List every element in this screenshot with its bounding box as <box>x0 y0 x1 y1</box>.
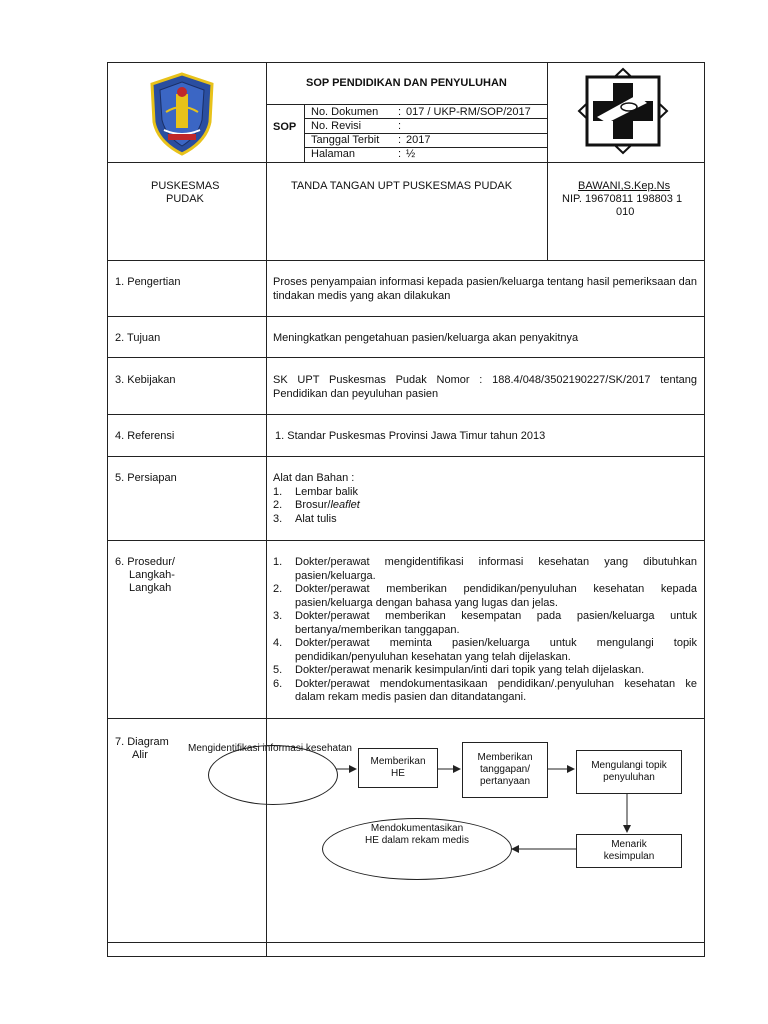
prosedur-label-line1: 6. Prosedur/ <box>115 556 175 568</box>
meta-rev-label: No. Revisi <box>311 120 362 132</box>
sop-label: SOP <box>273 121 297 133</box>
signature-label: TANDA TANGAN UPT PUSKESMAS PUDAK <box>291 180 513 192</box>
list-item: 4. Dokter/perawat meminta pasien/keluarga untuk mengulangi topik pendidikan/penyuluhan kesehatan yang telah dijelaskan. <box>273 637 697 663</box>
persiapan-label: 5. Persiapan <box>115 472 177 484</box>
diagram-label-line2: Alir <box>132 749 148 761</box>
referensi-label: 4. Referensi <box>115 430 175 442</box>
pengertian-label: 1. Pengertian <box>115 276 181 288</box>
meta-date-value: 2017 <box>406 134 431 146</box>
flow-node-identify-label: Mengidentifikasi informasi kesehatan <box>188 743 352 754</box>
flow-node-response: Memberikan tanggapan/ pertanyaan <box>462 742 548 798</box>
list-item: 3. Dokter/perawat memberikan kesempatan pada pasien/keluarga untuk bertanya/memberikan tanggapan. <box>273 610 697 636</box>
kebijakan-text: SK UPT Puskesmas Pudak Nomor : 188.4/048/3502190227/SK/2017 tentang Pendidikan dan peyuluhan pasien <box>273 374 697 400</box>
flow-node-document-label: Mendokumentasikan HE dalam rekam medis <box>365 823 469 846</box>
list-item: 5. Dokter/perawat menarik kesimpulan/inti dari topik yang telah dijelaskan. <box>273 664 645 676</box>
kebijakan-label: 3. Kebijakan <box>115 374 176 386</box>
meta-date-sep: : <box>398 134 402 146</box>
meta-rev-sep: : <box>398 120 402 132</box>
meta-page-value: ½ <box>406 148 416 160</box>
list-item: 1. Dokter/perawat mengidentifikasi informasi kesehatan yang dibutuhkan pasien/keluarga. <box>273 556 697 582</box>
org-name-line1: PUSKESMAS <box>151 180 220 192</box>
meta-doc-label: No. Dokumen <box>311 106 379 118</box>
pengertian-text: Proses penyampaian informasi kepada pasien/keluarga tentang hasil pemeriksaan dan tindakan medis yang akan dilakukan <box>273 276 697 302</box>
signer-nip-line2: 010 <box>616 206 635 218</box>
meta-date-label: Tanggal Terbit <box>311 134 380 146</box>
meta-page-sep: : <box>398 148 402 160</box>
org-name-line2: PUDAK <box>166 193 204 205</box>
prosedur-label-line3: Langkah <box>129 582 172 594</box>
document-title: SOP PENDIDIKAN DAN PENYULUHAN <box>306 77 507 89</box>
signer-nip-line1: NIP. 19670811 198803 1 <box>562 193 683 205</box>
referensi-text: 1. Standar Puskesmas Provinsi Jawa Timur tahun 2013 <box>275 430 546 442</box>
meta-doc-sep: : <box>398 106 402 118</box>
persiapan-intro: Alat dan Bahan : <box>273 472 355 484</box>
flow-node-give-he: Memberikan HE <box>358 748 438 788</box>
meta-doc-value: 017 / UKP-RM/SOP/2017 <box>406 106 531 118</box>
signer-name: BAWANI,S.Kep.Ns <box>578 180 671 192</box>
tujuan-text: Meningkatkan pengetahuan pasien/keluarga akan penyakitnya <box>273 332 579 344</box>
list-item: 6. Dokter/perawat mendokumentasikaan pendidikan/.penyuluhan kesehatan ke dalam rekam medis pasien dan ditandatangani. <box>273 677 697 703</box>
list-item: 2. Brosur/leaflet <box>273 499 360 511</box>
prosedur-label-line2: Langkah- <box>129 569 175 581</box>
flow-node-conclude: Menarik kesimpulan <box>576 834 682 868</box>
list-item: 2. Dokter/perawat memberikan pendidikan/penyuluhan kesehatan kepada pasien/keluarga dengan bahasa yang lugas dan jelas. <box>273 583 697 609</box>
meta-page-label: Halaman <box>311 148 356 160</box>
tujuan-label: 2. Tujuan <box>115 332 161 344</box>
diagram-label-line1: 7. Diagram <box>115 736 169 748</box>
list-item: 1. Lembar balik <box>273 485 358 498</box>
flow-node-repeat: Mengulangi topik penyuluhan <box>576 750 682 794</box>
list-item: 3. Alat tulis <box>273 512 337 525</box>
